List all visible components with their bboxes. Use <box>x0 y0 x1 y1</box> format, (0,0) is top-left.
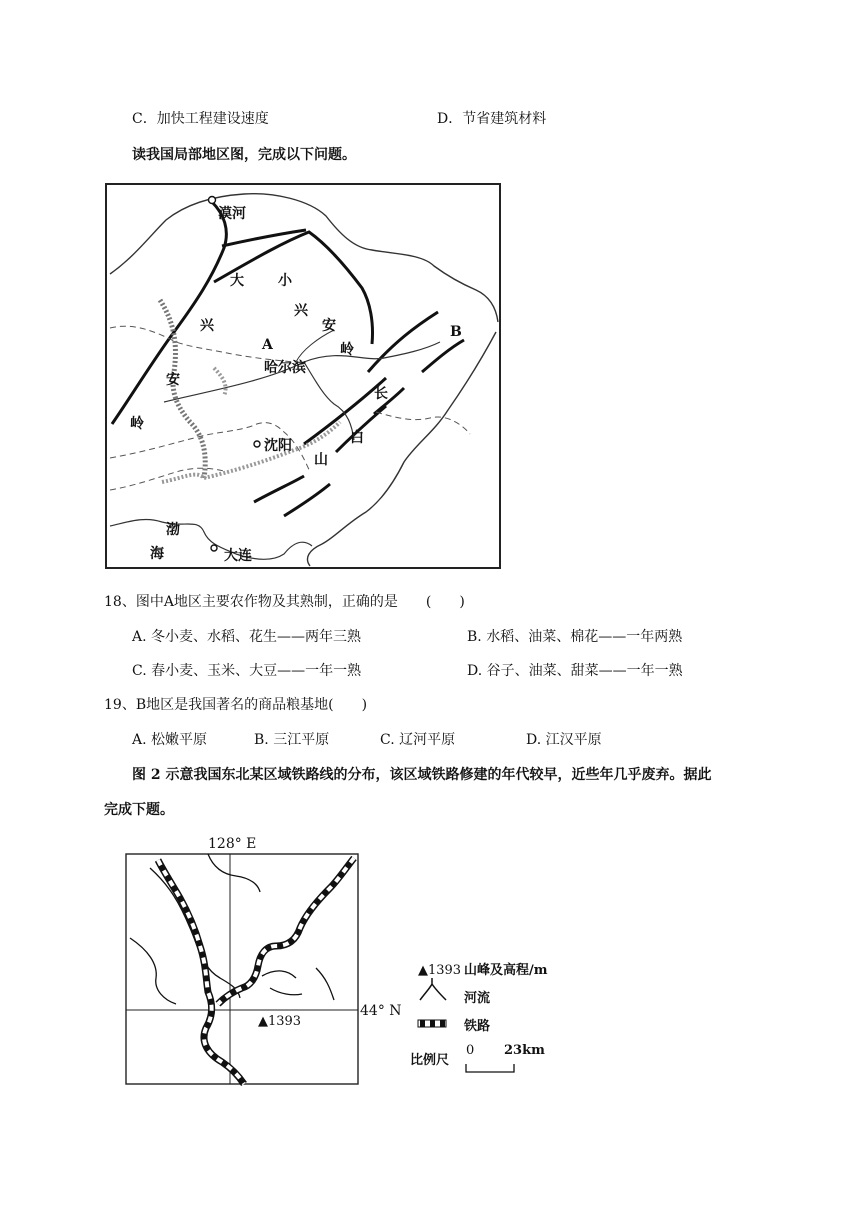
legend-river-text: 河流 <box>464 991 491 1006</box>
legend-scale-value: 23km <box>504 1043 545 1058</box>
label-an-1: 安 <box>166 372 180 388</box>
section2-intro-line2: 完成下题。 <box>104 802 174 818</box>
section1-intro: 读我国局部地区图，完成以下问题。 <box>132 147 356 163</box>
dalian-city-dot <box>211 545 217 551</box>
q18-stem: 18、图中A地区主要农作物及其熟制，正确的是 ( ) <box>104 594 465 610</box>
q18-option-a: A. 冬小麦、水稻、花生——两年三熟 <box>132 629 362 645</box>
label-an-2: 安 <box>322 318 336 334</box>
railway-map <box>120 828 600 1088</box>
shenyang-city-dot <box>254 441 260 447</box>
q18-option-b: B. 水稻、油菜、棉花——一年两熟 <box>467 629 683 645</box>
legend-rail-text: 铁路 <box>464 1019 491 1034</box>
legend-scale-bar <box>466 1064 514 1072</box>
mohe-city-dot <box>209 197 216 204</box>
latitude-label: 44° N <box>360 1003 402 1019</box>
legend-scale-title: 比例尺 <box>410 1053 450 1068</box>
label-xiao: 小 <box>278 273 292 289</box>
label-mohe: 漠河 <box>218 206 246 222</box>
label-b: B <box>450 324 462 340</box>
label-xing-1: 兴 <box>200 318 214 334</box>
option-c-prev: C．加快工程建设速度 <box>132 111 269 127</box>
label-dalian: 大连 <box>224 548 252 564</box>
section2-intro-line1: 图 2 示意我国东北某区域铁路线的分布，该区域铁路修建的年代较早，近些年几乎废弃。据此 <box>132 767 712 783</box>
peak-label: ▲1393 <box>258 1014 302 1029</box>
q19-option-c: C. 辽河平原 <box>380 732 456 748</box>
legend-river-icon <box>420 978 446 1000</box>
label-hai: 海 <box>150 546 164 562</box>
legend-rail-icon <box>418 1020 446 1027</box>
label-ling-1: 岭 <box>130 416 144 432</box>
label-shenyang: 沈阳 <box>264 438 292 454</box>
label-bo: 渤 <box>166 522 180 538</box>
legend-scale-zero: 0 <box>466 1043 475 1058</box>
label-shan: 山 <box>314 452 328 468</box>
legend-peak-text: 山峰及高程/m <box>464 963 548 978</box>
label-bai: 白 <box>350 430 364 446</box>
label-ling-2: 岭 <box>340 342 354 358</box>
map-legend <box>410 962 548 1072</box>
label-chang: 长 <box>374 386 388 402</box>
q19-stem: 19、B地区是我国著名的商品粮基地( ) <box>104 697 368 713</box>
q18-option-c: C. 春小麦、玉米、大豆——一年一熟 <box>132 663 362 679</box>
q19-option-b: B. 三江平原 <box>254 732 330 748</box>
label-xing-2: 兴 <box>294 303 308 319</box>
q19-option-d: D. 江汉平原 <box>526 732 602 748</box>
legend-peak-sample: ▲1393 <box>418 963 462 978</box>
longitude-label: 128° E <box>208 836 257 852</box>
label-harbin: 哈尔滨 <box>264 360 306 376</box>
q19-option-a: A. 松嫩平原 <box>132 732 208 748</box>
label-da: 大 <box>230 273 244 289</box>
q18-option-d: D. 谷子、油菜、甜菜——一年一熟 <box>467 663 683 679</box>
northeast-china-map <box>104 182 504 572</box>
label-a: A <box>262 337 273 353</box>
option-d-prev: D．节省建筑材料 <box>437 111 547 127</box>
